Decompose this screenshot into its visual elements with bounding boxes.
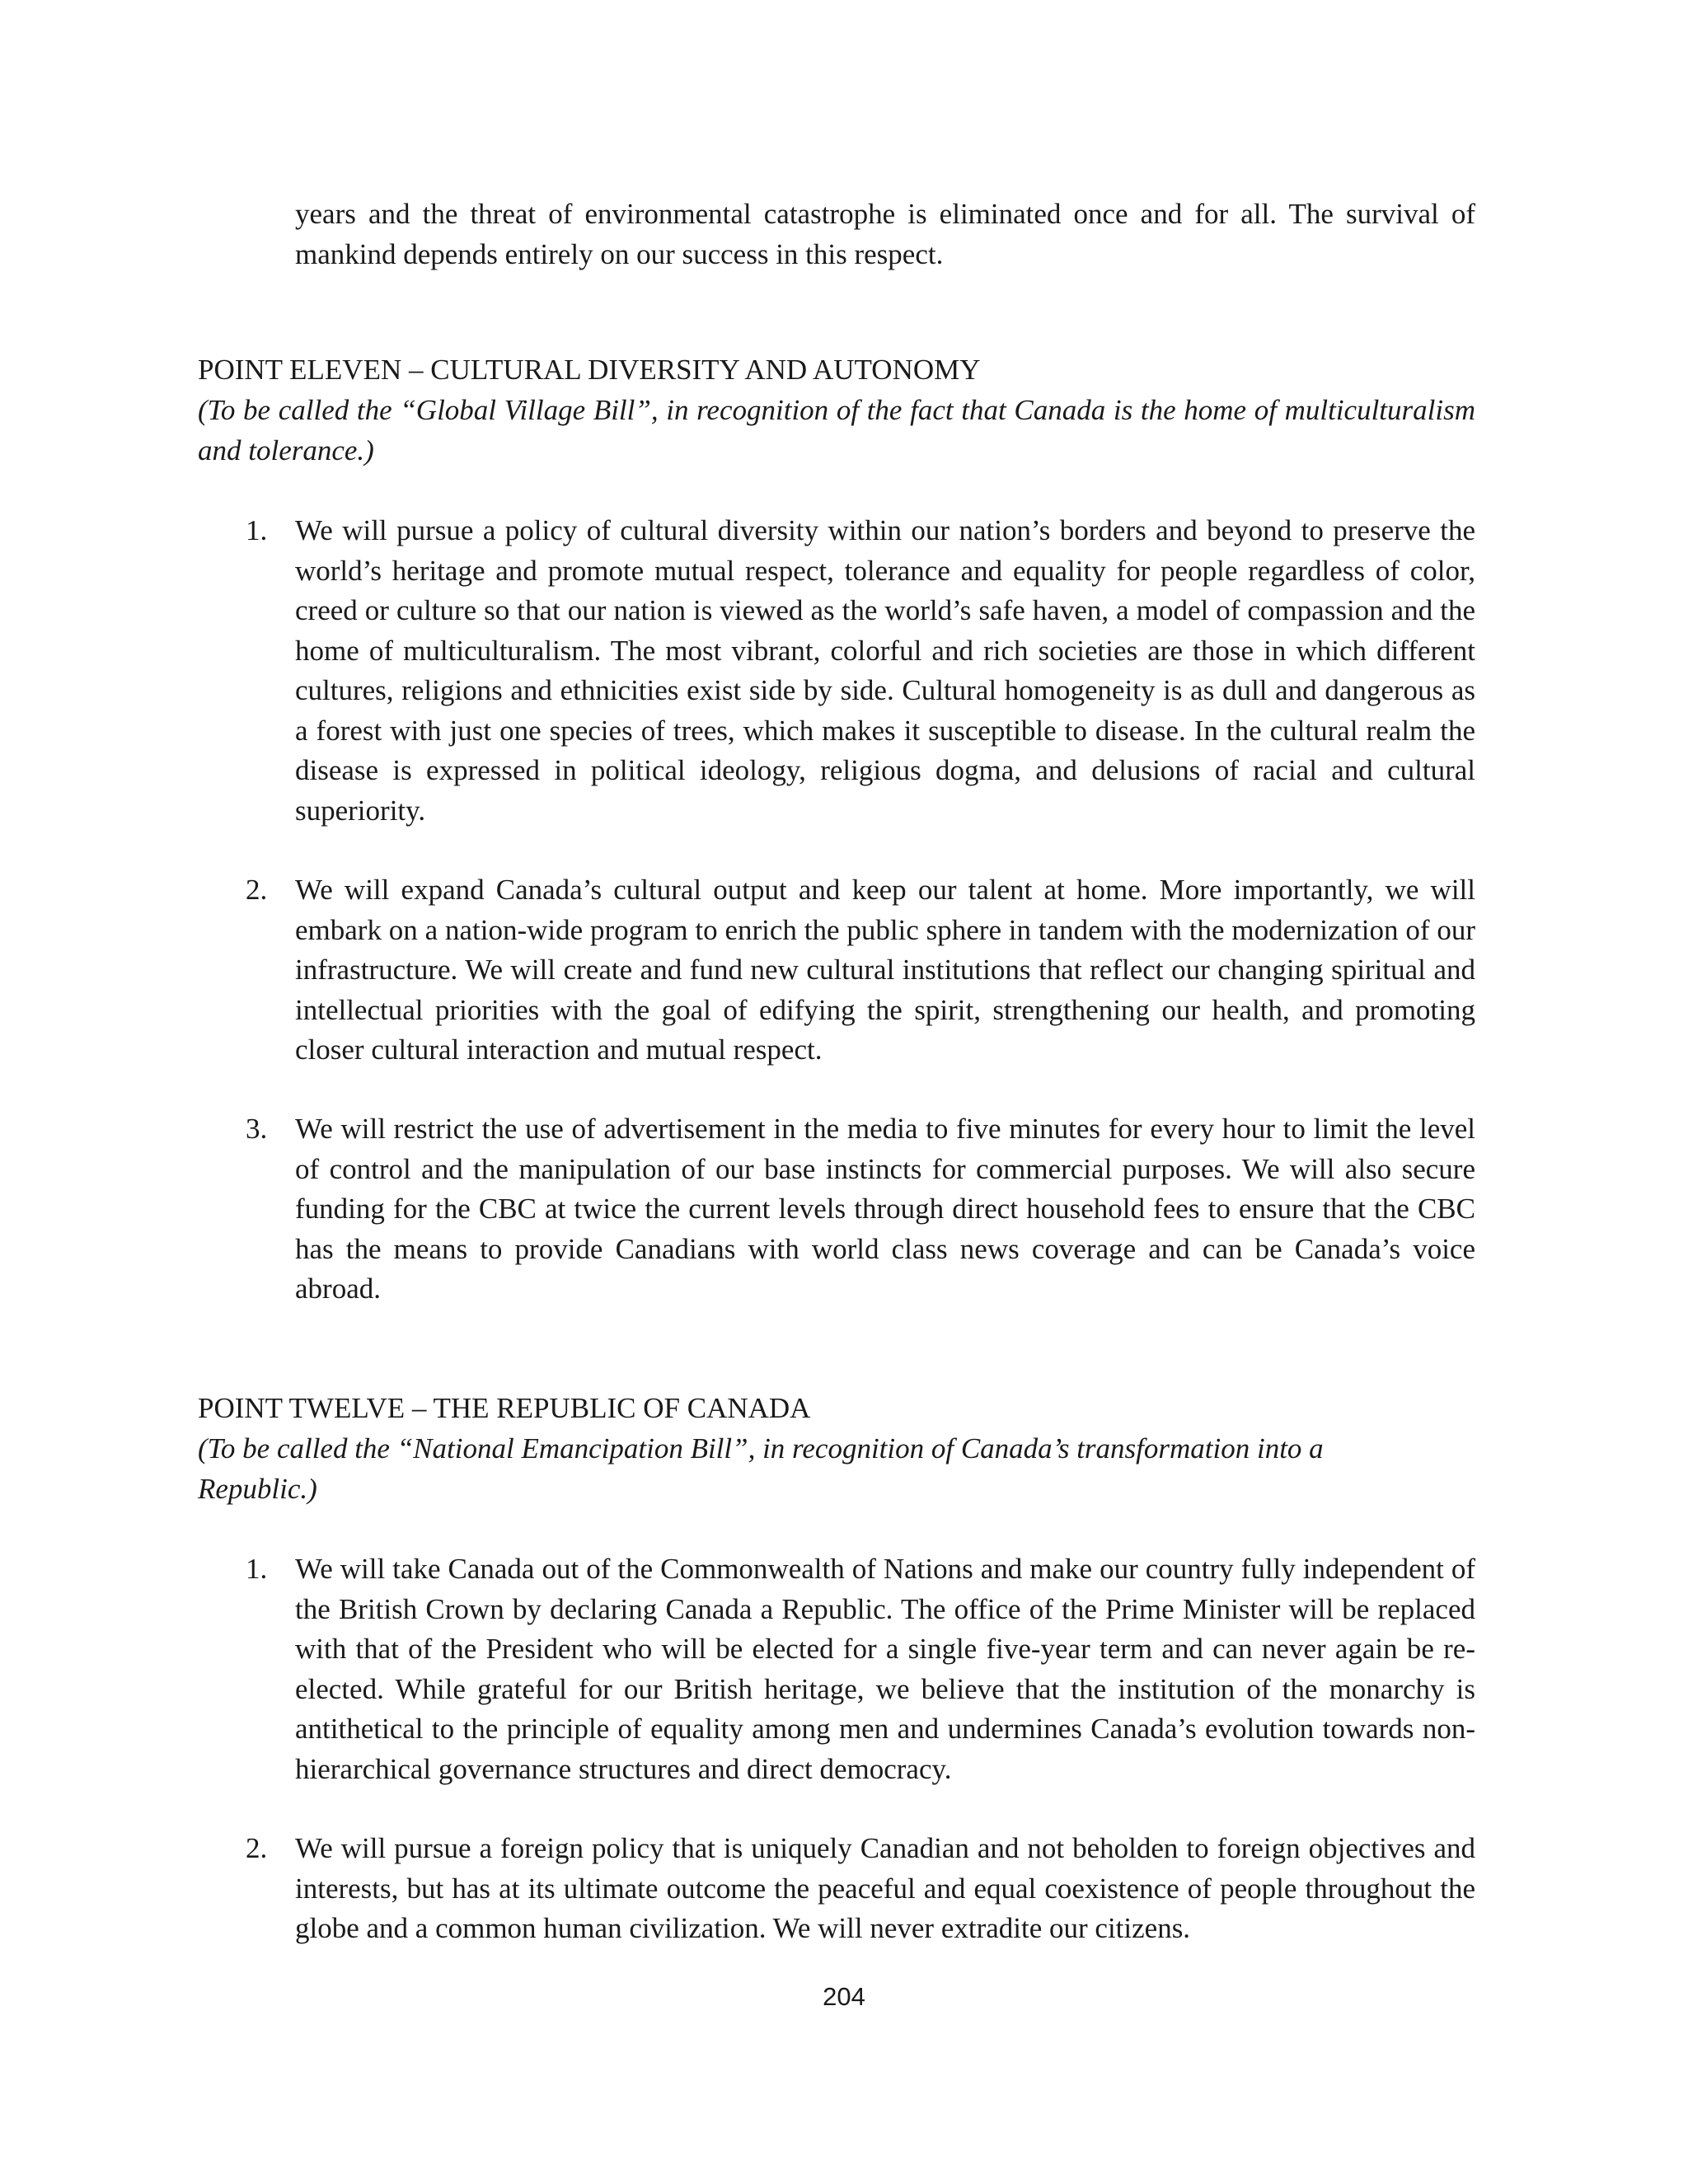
continuation-paragraph: years and the threat of environmental catastrophe is eliminated once and for all. The survival of mankind depends entirely on our success in this respect. [295, 198, 1475, 270]
list-item-text: We will take Canada out of the Commonwealth of Nations and make our country fully independent of the British Crown by declaring Canada a Republic. The office of the Prime Minister will be replaced with that of the President who will be elected for a single five-year term and can never again be re-elected. While grateful for our British heritage, we believe that the institution of the monarchy is antithetical to the principle of equality among men and undermines Canada’s evolution towards non-hierarchical governance structures and direct democracy. [295, 1553, 1475, 1785]
list-item-number: 1. [246, 1553, 268, 1585]
list-item-text: We will restrict the use of advertisement in the media to five minutes for every hour to limit the level of control and the manipulation of our base instincts for commercial purposes. We will also secure funding for the CBC at twice the current levels through direct household fees to ensure that the CBC has the means to provide Canadians with world class news coverage and can be Canada’s voice abroad. [295, 1113, 1475, 1305]
list-item-number: 1. [246, 514, 268, 546]
section-subtitle-point-twelve: (To be called the “National Emancipation Bill”, in recognition of Canada’s transformation into a Republic.) [198, 1432, 1324, 1505]
list-item-number: 3. [246, 1113, 268, 1145]
section-heading-point-twelve: POINT TWELVE – THE REPUBLIC OF CANADA [198, 1392, 811, 1424]
section-subtitle-point-eleven: (To be called the “Global Village Bill”, in recognition of the fact that Canada is the home of multiculturalism and tolerance.) [198, 394, 1475, 466]
list-item-text: We will pursue a foreign policy that is uniquely Canadian and not beholden to foreign objectives and interests, but has at its ultimate outcome the peaceful and equal coexistence of people throughout the globe and a common human civilization. We will never extradite our citizens. [295, 1832, 1475, 1944]
list-item-text: We will expand Canada’s cultural output and keep our talent at home. More importantly, we will embark on a nation-wide program to enrich the public sphere in tandem with the modernization of our infrastructure. We will create and fund new cultural institutions that reflect our changing spiritual and intellectual priorities with the goal of edifying the spirit, strengthening our health, and promoting closer cultural interaction and mutual respect. [295, 874, 1475, 1066]
list-item-text: We will pursue a policy of cultural diversity within our nation’s borders and beyond to preserve the world’s heritage and promote mutual respect, tolerance and equality for people regardless of color, creed or culture so that our nation is viewed as the world’s safe haven, a model of compassion and the home of multiculturalism. The most vibrant, colorful and rich societies are those in which different cultures, religions and ethnicities exist side by side. Cultural homogeneity is as dull and dangerous as a forest with just one species of trees, which makes it susceptible to disease. In the cultural realm the disease is expressed in political ideology, religious dogma, and delusions of racial and cultural superiority. [295, 514, 1475, 827]
list-item-number: 2. [246, 874, 268, 906]
section-heading-point-eleven: POINT ELEVEN – CULTURAL DIVERSITY AND AUTONOMY [198, 354, 981, 386]
page-number: 204 [823, 1982, 865, 2011]
list-item-number: 2. [246, 1832, 268, 1864]
